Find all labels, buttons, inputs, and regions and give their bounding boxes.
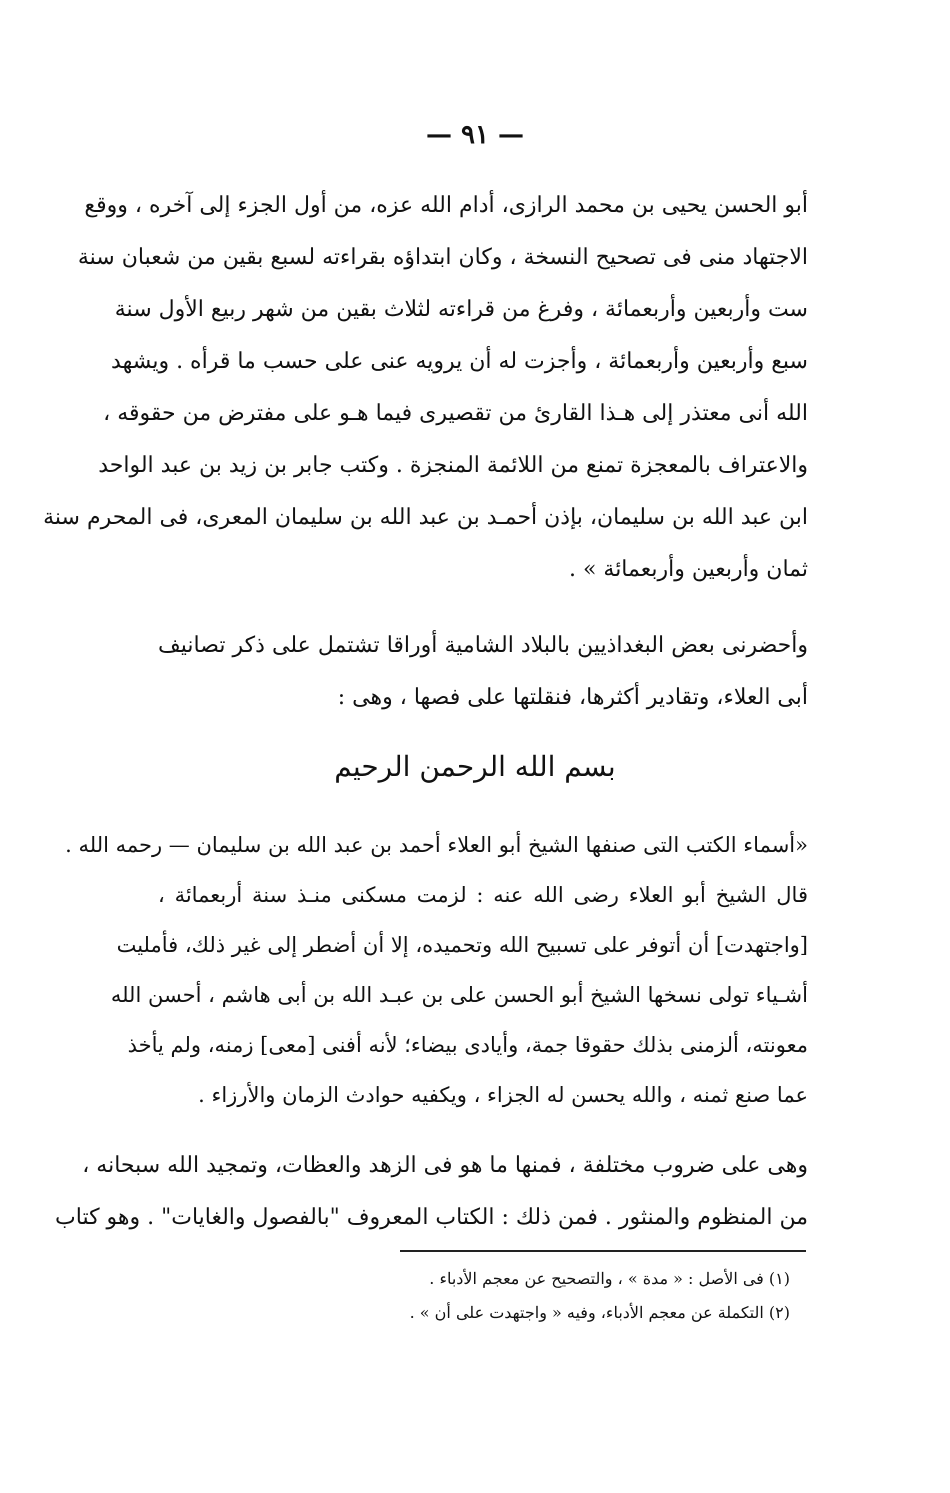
text-line: أبو الحسن يحيى بن محمد الرازى، أدام الله عزه، من أول الجزء إلى آخره ، ووقع: [84, 193, 808, 218]
text-line: وأحضرنى بعض البغداذيين بالبلاد الشامية أوراقا تشتمل على ذكر تصانيف: [158, 633, 808, 658]
text-line: من المنظوم والمنثور . فمن ذلك : الكتاب المعروف "بالفصول والغايات" . وهو كتاب: [55, 1205, 808, 1230]
text-line: وهى على ضروب مختلفة ، فمنها ما هو فى الزهد والعظات، وتمجيد الله سبحانه ،: [82, 1153, 808, 1178]
text-line: ابن عبد الله بن سليمان، بإذن أحمـد بن عبد الله بن سليمان المعرى، فى المحرم سنة: [43, 505, 808, 530]
text-line: أبى العلاء، وتقادير أكثرها، فنقلتها على فصها ، وهى :: [337, 685, 808, 710]
paragraph-1: [43, 180, 808, 596]
footnote-divider: [400, 1250, 806, 1252]
text-line: الله أنى معتذر إلى هـذا القارئ من تقصيرى فيما هـو على مفترض من حقوقه ،: [103, 401, 808, 426]
text-line: ثمان وأربعين وأربعمائة » .: [568, 557, 808, 582]
text-line: «أسماء الكتب التى صنفها الشيخ أبو العلاء أحمد بن عبد الله بن سليمان — رحمه الله .: [65, 833, 808, 857]
basmala-heading: بسم الله الرحمن الرحيم: [334, 750, 616, 783]
page-number: — ٩١ —: [425, 120, 525, 150]
text-line: قال الشيخ أبو العلاء رضى الله عنه : لزمت مسكنى منـذ سنة أربعمائة ،: [158, 883, 808, 907]
paragraph-4: [55, 1140, 808, 1244]
text-line: سبع وأربعين وأربعمائة ، وأجزت له أن يرويه عنى على حسب ما قرأه . ويشهد: [111, 349, 808, 374]
text-line: ست وأربعين وأربعمائة ، وفرغ من قراءته لثلاث بقين من شهر ربيع الأول سنة: [114, 297, 808, 322]
paragraph-3: [65, 820, 808, 1120]
footnote: (١) فى الأصل : « مدة » ، والتصحيح عن معجم الأدباء .: [429, 1269, 790, 1288]
text-line: عما صنع ثمنه ، والله يحسن له الجزاء ، ويكفيه حوادث الزمان والأرزاء .: [198, 1083, 808, 1107]
text-line: معونته، ألزمنى بذلك حقوقا جمة، وأيادى بيضاء؛ لأنه أفنى [معى] زمنه، ولم يأخذ: [127, 1033, 808, 1057]
footnote: (٢) التكملة عن معجم الأدباء، وفيه « واجتهدت على أن » .: [409, 1303, 790, 1322]
text-line: [واجتهدت] أن أتوفر على تسبيح الله وتحميده، إلا أن أضطر إلى غير ذلك، فأمليت: [116, 933, 808, 957]
paragraph-2: [158, 620, 808, 724]
text-line: أشـياء تولى نسخها الشيخ أبو الحسن على بن عبـد الله بن أبى هاشم ، أحسن الله: [110, 983, 808, 1007]
text-line: الاجتهاد منى فى تصحيح النسخة ، وكان ابتداؤه بقراءته لسبع بقين من شعبان سنة: [77, 245, 808, 270]
footnotes: [300, 1262, 790, 1330]
text-line: والاعتراف بالمعجزة تمنع من اللائمة المنجزة . وكتب جابر بن زيد بن عبد الواحد: [98, 453, 808, 478]
